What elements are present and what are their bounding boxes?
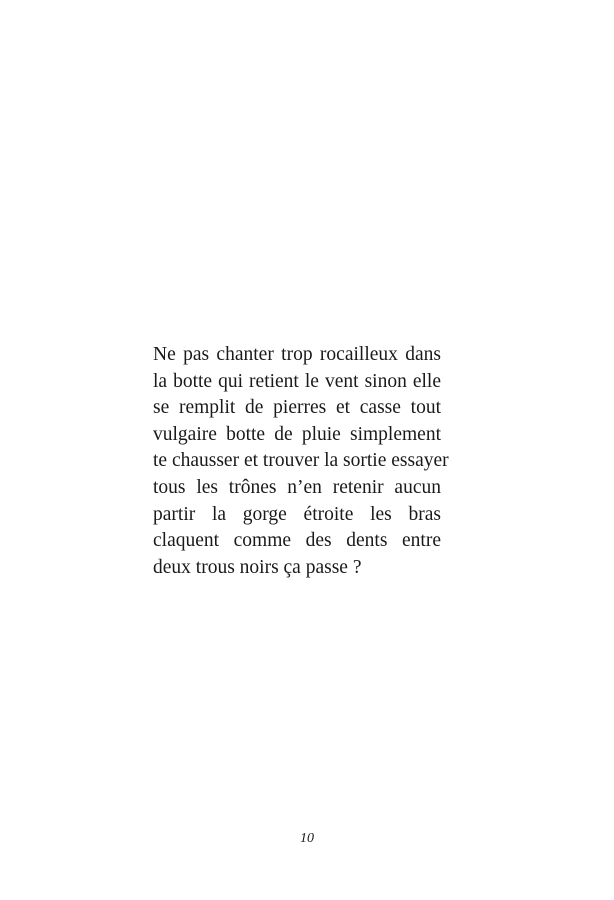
poem-line: claquent comme des dents entre: [153, 530, 441, 552]
poem-line: partir la gorge étroite les bras: [153, 503, 441, 525]
poem-line: tous les trônes n’en retenir aucun: [153, 476, 441, 498]
poem-line: Ne pas chanter trop rocailleux dans: [153, 344, 441, 365]
poem-line: vulgaire botte de pluie simplement: [153, 423, 441, 445]
poem-line: la botte qui retient le vent sinon elle: [153, 370, 441, 392]
poem-line: deux trous noirs ça passe ?: [153, 556, 362, 578]
poem-line: te chausser et trouver la sortie essayer: [153, 450, 449, 472]
poem-line: se remplit de pierres et casse tout: [153, 397, 441, 419]
page-number: 10: [300, 831, 314, 846]
poem-text: [153, 342, 449, 581]
